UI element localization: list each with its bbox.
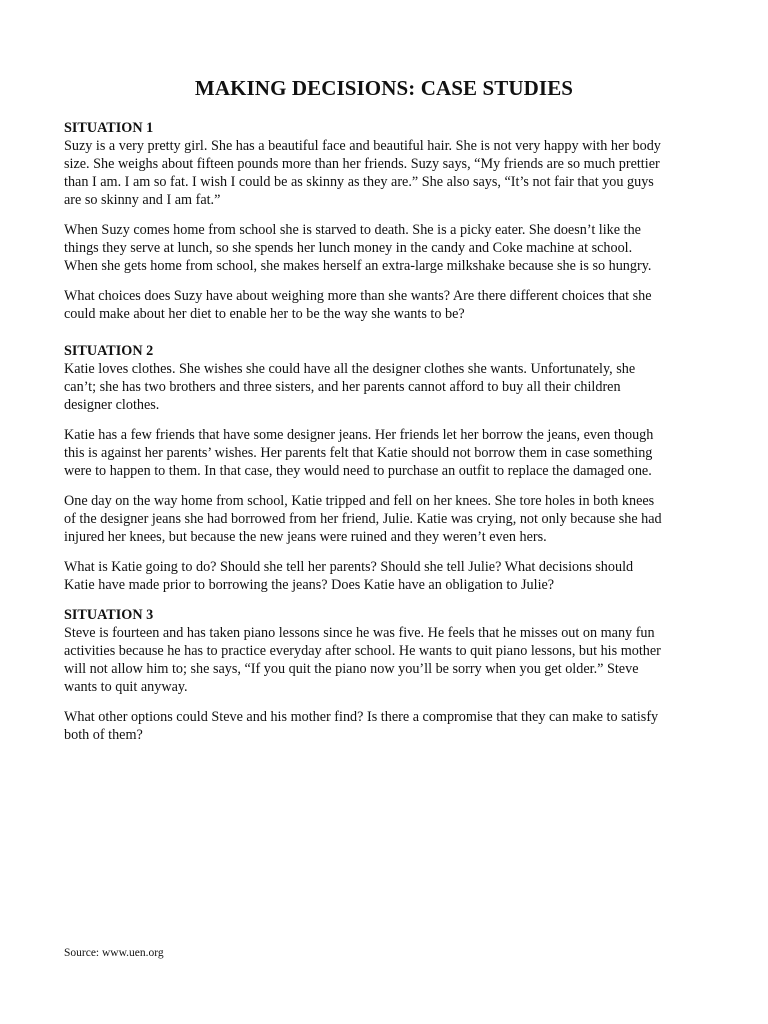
text-line: Katie have made prior to borrowing the jeans? Does Katie have an obligation to Julie? xyxy=(64,577,555,593)
situation-3-paragraph-2 xyxy=(64,708,712,744)
situation-3-heading: SITUATION 3 xyxy=(64,607,154,623)
text-line: both of them? xyxy=(64,727,143,743)
text-line: One day on the way home from school, Katie tripped and fell on her knees. She tore holes in both knees xyxy=(64,493,655,509)
text-line: injured her knees, but because the new jeans were ruined and they weren’t even hers. xyxy=(64,529,547,545)
text-line: could make about her diet to enable her to be the way she wants to be? xyxy=(64,306,465,322)
text-line: will not allow him to; she says, “If you quit the piano now you’ll be sorry when you get older.” Steve xyxy=(64,661,639,677)
text-line: Katie loves clothes. She wishes she could have all the designer clothes she wants. Unfortunately, she xyxy=(64,361,636,377)
situation-1-paragraph-1 xyxy=(64,137,712,209)
text-line: What choices does Suzy have about weighing more than she wants? Are there different choices that she xyxy=(64,288,652,304)
situation-1-paragraph-2 xyxy=(64,221,712,275)
text-line: When Suzy comes home from school she is starved to death. She is a picky eater. She doesn’t like the xyxy=(64,222,641,238)
text-line: What is Katie going to do? Should she tell her parents? Should she tell Julie? What decisions should xyxy=(64,559,634,575)
situation-1 xyxy=(64,119,712,323)
text-line: of the designer jeans she had borrowed from her friend, Julie. Katie was crying, not only because she had xyxy=(64,511,662,527)
text-line: than I am. I am so fat. I wish I could be as skinny as they are.” She also says, “It’s not fair that you guys xyxy=(64,174,654,190)
situation-3 xyxy=(64,606,712,744)
text-line: wants to quit anyway. xyxy=(64,679,188,695)
text-line: are so skinny and I am fat.” xyxy=(64,192,221,208)
text-line: this is against her parents’ wishes. Her parents felt that Katie should not borrow them in case something xyxy=(64,445,653,461)
text-line: Katie has a few friends that have some designer jeans. Her friends let her borrow the jeans, even though xyxy=(64,427,654,443)
text-line: designer clothes. xyxy=(64,397,160,413)
source-citation: Source: www.uen.org xyxy=(64,947,164,959)
situation-2-heading: SITUATION 2 xyxy=(64,343,154,359)
document-body xyxy=(64,119,712,744)
text-line: Suzy is a very pretty girl. She has a beautiful face and beautiful hair. She is not very happy with her body xyxy=(64,138,661,154)
situation-1-heading: SITUATION 1 xyxy=(64,120,154,136)
text-line: Steve is fourteen and has taken piano lessons since he was five. He feels that he misses out on many fun xyxy=(64,625,655,641)
situation-2 xyxy=(64,342,712,594)
text-line: were to happen to them. In that case, they would need to purchase an outfit to replace the damaged one. xyxy=(64,463,652,479)
page-title: MAKING DECISIONS: CASE STUDIES xyxy=(194,76,574,100)
text-line: size. She weighs about fifteen pounds more than her friends. Suzy says, “My friends are so much prettier xyxy=(64,156,660,172)
text-line: can’t; she has two brothers and three sisters, and her parents cannot afford to buy all their children xyxy=(64,379,621,395)
text-line: What other options could Steve and his mother find? Is there a compromise that they can make to satisfy xyxy=(64,709,659,725)
situation-2-paragraph-3 xyxy=(64,492,712,546)
text-line: things they serve at lunch, so she spends her lunch money in the candy and Coke machine at school. xyxy=(64,240,633,256)
situation-2-paragraph-4 xyxy=(64,558,712,594)
text-line: activities because he has to practice everyday after school. He wants to quit piano lessons, but his mother xyxy=(64,643,661,659)
situation-2-paragraph-1 xyxy=(64,360,712,414)
situation-1-paragraph-3 xyxy=(64,287,712,323)
situation-3-paragraph-1 xyxy=(64,624,712,696)
text-line: When she gets home from school, she makes herself an extra-large milkshake because she is so hungry. xyxy=(64,258,652,274)
situation-2-paragraph-2 xyxy=(64,426,712,480)
